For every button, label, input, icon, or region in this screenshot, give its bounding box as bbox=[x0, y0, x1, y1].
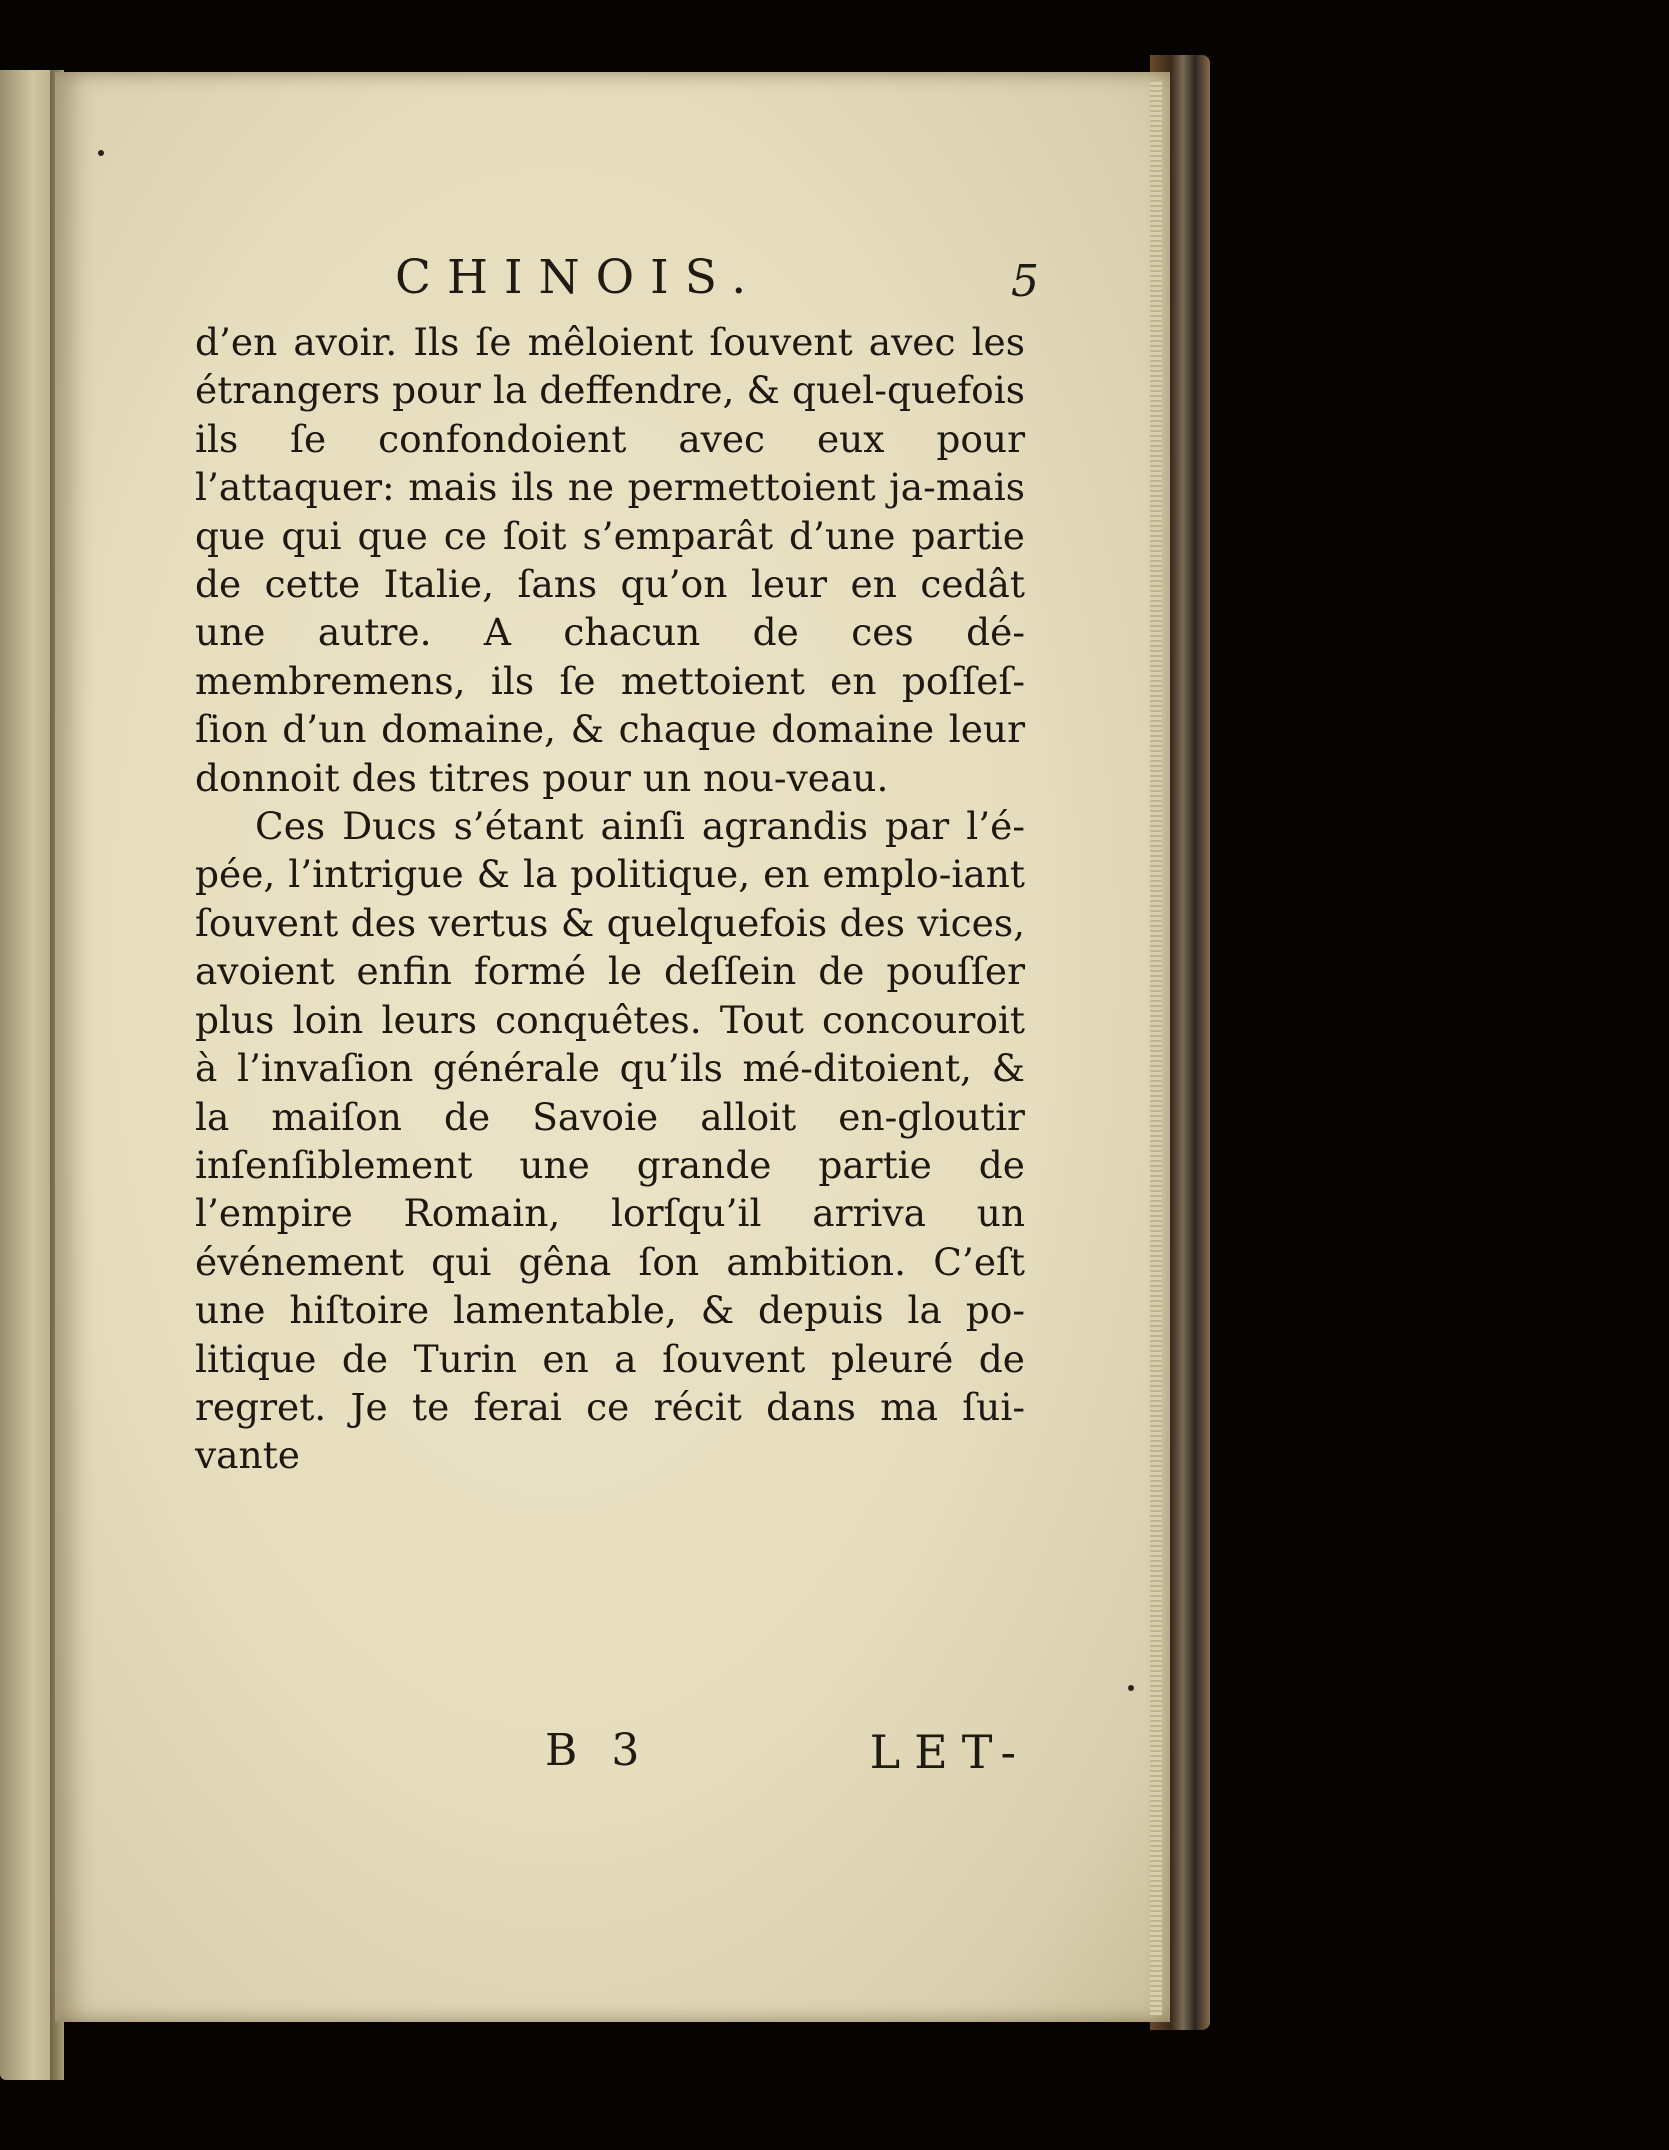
signature-mark: B 3 bbox=[545, 1725, 650, 1776]
body-text bbox=[195, 318, 1025, 1480]
ink-speck bbox=[98, 150, 104, 156]
ink-speck bbox=[1128, 1685, 1134, 1691]
paragraph: Ces Ducs s’étant ainſi agrandis par l’é-pée, l’intrigue & la politique, en emplo-iant ſouvent des vertus & quelquefois des vices, avoient enfin formé le deſſein de pouſſer plus loin leurs conquêtes. Tout concouroit à l’invaſion générale qu’ils mé-ditoient, & la maiſon de Savoie alloit en-gloutir inſenſiblement une grande partie de l’empire Romain, lorſqu’il arriva un événement qui gêna ſon ambition. C’eſt une hiſtoire lamentable, & depuis la po-litique de Turin en a ſouvent pleuré de regret. Je te ferai ce récit dans ma ſui-vante bbox=[195, 804, 1025, 1478]
paragraph: d’en avoir. Ils ſe mêloient ſouvent avec les étrangers pour la deffendre, & quel-quefois ils ſe confondoient avec eux pour l’attaquer: mais ils ne permettoient ja-mais que qui que ce ſoit s’emparât d’une partie de cette Italie, ſans qu’on leur en cedât une autre. A chacun de ces dé-membremens, ils ſe mettoient en poſſeſ-ſion d’un domaine, & chaque domaine leur donnoit des titres pour un nou-veau. bbox=[195, 320, 1025, 800]
page-header bbox=[395, 250, 1045, 310]
page-footer bbox=[545, 1725, 1030, 1785]
running-title: CHINOIS. bbox=[395, 250, 763, 305]
page-block-edge bbox=[1150, 80, 1162, 2015]
page-number: 5 bbox=[1011, 256, 1039, 307]
catchword: LET- bbox=[869, 1725, 1030, 1779]
